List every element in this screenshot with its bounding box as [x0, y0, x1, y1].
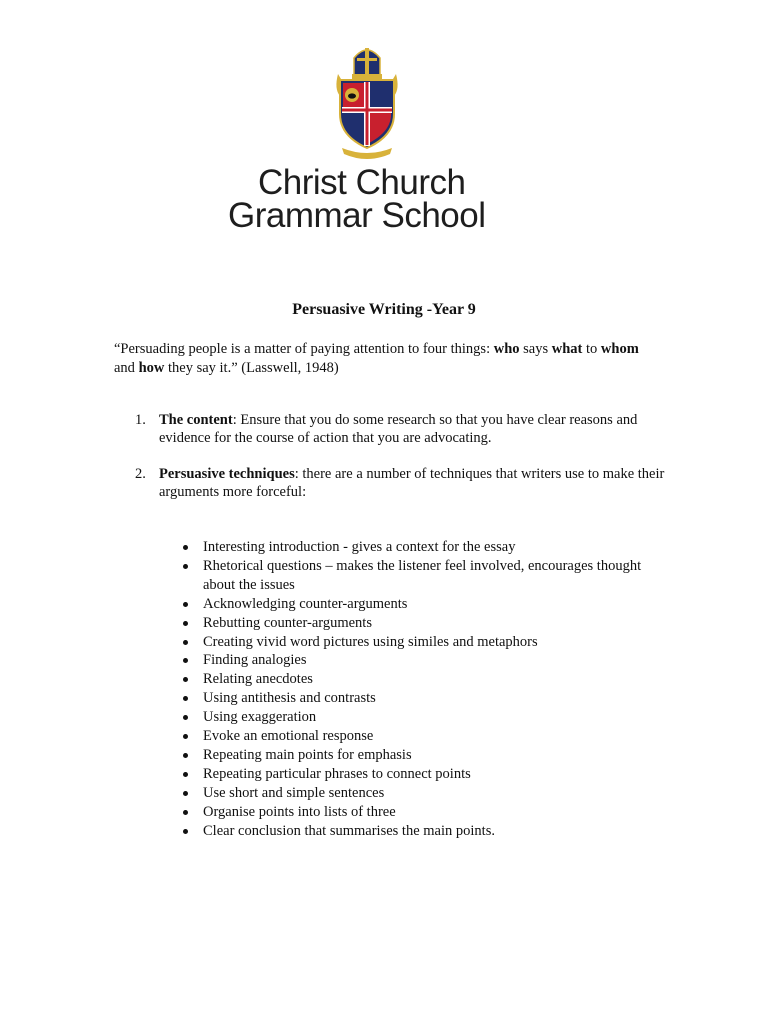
list-item [180, 651, 650, 670]
item-number: 1. [135, 412, 146, 428]
list-item [180, 727, 650, 746]
quote-bold-how: how [138, 360, 165, 376]
list-item [180, 784, 650, 803]
list-item [180, 803, 650, 822]
lasswell-quote [114, 340, 654, 378]
bullet-icon [183, 791, 188, 796]
numbered-item-techniques [114, 465, 674, 501]
bullet-icon [183, 640, 188, 645]
bullet-icon [183, 734, 188, 739]
quote-bold-whom: whom [600, 341, 639, 357]
bullet-icon [183, 696, 188, 701]
bullet-icon [183, 715, 188, 720]
school-name-line2: Grammar School [228, 196, 486, 235]
bullet-icon [183, 621, 188, 626]
list-item [180, 633, 650, 652]
list-item [180, 614, 650, 633]
bullet-icon [183, 810, 188, 815]
item-body [159, 411, 674, 447]
list-item-text: Repeating main points for emphasis [203, 746, 412, 763]
item-body [159, 465, 674, 501]
bullet-icon [183, 677, 188, 682]
list-item [180, 708, 650, 727]
list-item-text: Rebutting counter-arguments [203, 614, 372, 631]
bullet-icon [183, 658, 188, 663]
list-item-text: Evoke an emotional response [203, 728, 374, 745]
list-item-text: Rhetorical questions – makes the listener feel involved, encourages thought about the issues [203, 557, 642, 593]
item-heading: The content [159, 412, 233, 428]
quote-text-5: they say it.” (Lasswell, 1948) [164, 360, 339, 376]
bullet-icon [183, 602, 188, 607]
quote-text-4: and [114, 360, 139, 376]
list-item [180, 765, 650, 784]
list-item [180, 746, 650, 765]
list-item-text: Repeating particular phrases to connect points [203, 765, 471, 782]
bullet-icon [183, 545, 188, 550]
item-text: : there are a number of techniques that writers use to make their arguments more forceful: [159, 466, 665, 500]
list-item-text: Creating vivid word pictures using similes and metaphors [203, 633, 538, 650]
quote-text-2: says [519, 341, 552, 357]
item-text: : Ensure that you do some research so that you have clear reasons and evidence for the course of action that you are advocating. [159, 412, 638, 446]
quote-text-1: “Persuading people is a matter of paying attention to four things: [114, 341, 494, 357]
bullet-icon [183, 829, 188, 834]
list-item [180, 538, 650, 557]
list-item-text: Use short and simple sentences [203, 784, 385, 801]
list-item-text: Organise points into lists of three [203, 803, 396, 820]
list-item-text: Clear conclusion that summarises the main points. [203, 822, 495, 839]
list-item [180, 557, 650, 595]
bullet-icon [183, 753, 188, 758]
school-name-wordmark [228, 163, 518, 235]
bullet-icon [183, 564, 188, 569]
quote-text-3: to [582, 341, 601, 357]
item-number: 2. [135, 466, 146, 482]
list-item-text: Acknowledging counter-arguments [203, 595, 408, 612]
list-item [180, 595, 650, 614]
list-item [180, 670, 650, 689]
list-item-text: Relating anecdotes [203, 671, 313, 688]
quote-bold-who: who [493, 341, 520, 357]
techniques-bullet-list [180, 538, 650, 841]
list-item-text: Using exaggeration [203, 709, 317, 726]
list-item-text: Using antithesis and contrasts [203, 690, 376, 707]
bullet-icon [183, 772, 188, 777]
list-item [180, 689, 650, 708]
quote-bold-what: what [551, 341, 583, 357]
school-name-line1: Christ Church [258, 163, 466, 202]
numbered-item-content [114, 411, 674, 447]
list-item [180, 822, 650, 841]
school-crest-logo [332, 44, 402, 162]
list-item-text: Interesting introduction - gives a context for the essay [203, 539, 516, 555]
item-heading: Persuasive techniques [159, 466, 295, 482]
document-title: Persuasive Writing -Year 9 [292, 301, 476, 318]
list-item-text: Finding analogies [203, 652, 307, 669]
